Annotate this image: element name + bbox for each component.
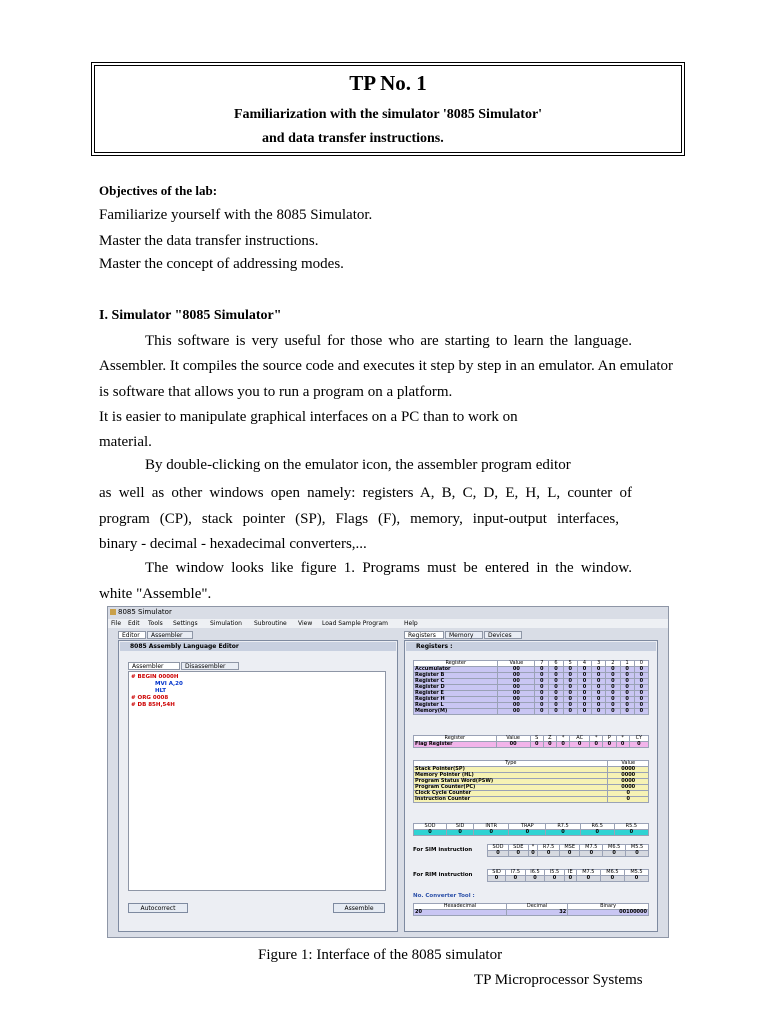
- tab-assembler-top[interactable]: Assembler: [147, 631, 193, 639]
- footer-text: TP Microprocessor Systems: [474, 972, 643, 988]
- table-cell: 0: [563, 679, 577, 685]
- table-row: [488, 876, 649, 882]
- table-header-cell: AC: [570, 736, 590, 742]
- table-header-cell: I6.5: [525, 870, 545, 876]
- table-header-cell: 4: [577, 661, 591, 667]
- table-header-cell: M6.5: [600, 870, 624, 876]
- table-header-cell: R6.5: [580, 824, 614, 830]
- table-header-cell: IE: [564, 870, 576, 876]
- table-cell: 0: [530, 742, 543, 748]
- table-cell: 0: [624, 876, 648, 882]
- table-cell: 0: [592, 679, 606, 685]
- paragraph-line: This software is very useful for those who are starting to learn the language.: [145, 333, 632, 349]
- table-cell: 0: [608, 791, 649, 797]
- table-header-cell: P: [603, 736, 616, 742]
- table-cell: 32: [506, 910, 567, 916]
- table-cell: Register D: [414, 685, 498, 691]
- table-cell: 0: [549, 709, 563, 715]
- table-cell: 0: [634, 691, 648, 697]
- table-header-cell: *: [590, 736, 603, 742]
- table-header-cell: Binary: [568, 904, 649, 910]
- table-cell: Register B: [414, 673, 498, 679]
- table-cell: 0: [592, 697, 606, 703]
- tab-assembler[interactable]: Assembler: [128, 662, 180, 670]
- table-cell: Program Status Word(PSW): [414, 779, 608, 785]
- tab-editor[interactable]: Editor: [118, 631, 146, 639]
- objective-item: Familiarize yourself with the 8085 Simulator.: [99, 207, 373, 223]
- table-row: [488, 851, 649, 857]
- table-header-cell: 7: [535, 661, 549, 667]
- paragraph-line: white "Assemble".: [99, 586, 212, 602]
- table-cell: 0: [603, 851, 626, 857]
- table-header-cell: 0: [634, 661, 648, 667]
- table-cell: 0: [616, 742, 629, 748]
- table-header-cell: SOD: [414, 824, 447, 830]
- table-cell: 0: [634, 703, 648, 709]
- table-cell: 0: [620, 673, 634, 679]
- table-header-cell: *: [528, 845, 538, 851]
- table-header-cell: Value: [498, 661, 535, 667]
- table-row: [414, 910, 649, 916]
- table-cell: 0: [543, 742, 556, 748]
- table-cell: 0: [549, 673, 563, 679]
- table-header-cell: M5.5: [624, 870, 648, 876]
- table-cell: 0: [577, 709, 591, 715]
- table-cell: 0: [606, 667, 620, 673]
- table-header-cell: M7.5: [580, 845, 603, 851]
- table-header-cell: 6: [549, 661, 563, 667]
- table-cell: 0: [563, 673, 577, 679]
- page-subtitle-line2: and data transfer instructions.: [262, 131, 444, 146]
- table-cell: 0: [535, 673, 549, 679]
- menu-bar: [108, 619, 668, 628]
- table-cell: 0: [528, 851, 538, 857]
- flag-table: [413, 735, 649, 748]
- table-cell: 0: [546, 830, 580, 836]
- table-cell: 0: [535, 685, 549, 691]
- table-header-cell: Register: [414, 736, 497, 742]
- paragraph-line: as well as other windows open namely: registers A, B, C, D, E, H, L, counter of: [99, 485, 632, 501]
- table-header-cell: *: [616, 736, 629, 742]
- table-cell: 0: [549, 667, 563, 673]
- table-cell: 00: [498, 685, 535, 691]
- table-cell: 0: [580, 830, 614, 836]
- editor-panel: [118, 640, 398, 932]
- table-cell: 0: [556, 742, 569, 748]
- table-cell: 0: [634, 697, 648, 703]
- table-cell: 0: [535, 667, 549, 673]
- figure-caption: Figure 1: Interface of the 8085 simulator: [258, 947, 503, 963]
- converter-table: [413, 903, 649, 916]
- table-cell: 0: [592, 709, 606, 715]
- table-cell: 0: [509, 830, 546, 836]
- paragraph-line: It is easier to manipulate graphical interfaces on a PC than to work on: [99, 409, 518, 425]
- table-cell: 20: [414, 910, 507, 916]
- table-cell: 0: [549, 679, 563, 685]
- assemble-button[interactable]: Assemble: [333, 903, 385, 913]
- table-cell: 0: [563, 685, 577, 691]
- table-header-cell: R7.5: [546, 824, 580, 830]
- paragraph-line: Assembler. It compiles the source code and executes it step by step in an emulator. An emulator: [99, 358, 674, 374]
- register-table: [413, 660, 649, 715]
- table-cell: 0: [620, 667, 634, 673]
- table-cell: 0: [606, 673, 620, 679]
- sim-instruction-label: For SIM instruction: [413, 847, 473, 853]
- table-cell: Accumulator: [414, 667, 498, 673]
- interrupt-table: [413, 823, 649, 836]
- table-header-cell: Hexadecimal: [414, 904, 507, 910]
- objective-item: Master the data transfer instructions.: [99, 233, 319, 249]
- table-cell: 0: [608, 797, 649, 803]
- table-cell: 0: [620, 685, 634, 691]
- table-cell: 0: [535, 691, 549, 697]
- menu-settings[interactable]: Settings: [173, 620, 198, 627]
- rim-table: [487, 869, 649, 882]
- table-header-cell: 2: [606, 661, 620, 667]
- table-cell: Flag Register: [414, 742, 497, 748]
- table-cell: 0: [634, 673, 648, 679]
- table-cell: 0: [488, 851, 509, 857]
- table-cell: 0: [592, 673, 606, 679]
- table-cell: 0: [545, 876, 565, 882]
- table-cell: 0: [577, 691, 591, 697]
- table-cell: 0: [508, 851, 528, 857]
- table-cell: Register L: [414, 703, 498, 709]
- table-cell: 0: [606, 703, 620, 709]
- table-header-cell: I5.5: [545, 870, 565, 876]
- table-cell: 0: [549, 685, 563, 691]
- table-cell: 0: [535, 679, 549, 685]
- table-header-cell: MSE: [559, 845, 579, 851]
- table-cell: 0: [447, 830, 474, 836]
- table-header-cell: Value: [608, 761, 649, 767]
- table-row: [414, 797, 649, 803]
- table-cell: 0: [606, 697, 620, 703]
- table-cell: 0: [606, 691, 620, 697]
- simulator-title-bar: [110, 608, 172, 618]
- menu-load-sample-program[interactable]: Load Sample Program: [322, 620, 389, 627]
- table-cell: 0000: [608, 779, 649, 785]
- table-cell: Register E: [414, 691, 498, 697]
- table-header-cell: SID: [488, 870, 506, 876]
- table-cell: 0: [590, 742, 603, 748]
- table-cell: 0: [592, 667, 606, 673]
- menu-subroutine[interactable]: Subroutine: [254, 620, 287, 627]
- app-icon: [110, 609, 116, 615]
- table-cell: 0: [626, 851, 649, 857]
- table-cell: 00: [498, 703, 535, 709]
- menu-view[interactable]: View: [298, 620, 313, 627]
- table-cell: Memory(M): [414, 709, 498, 715]
- menu-tools[interactable]: Tools: [148, 620, 163, 627]
- table-cell: 0: [629, 742, 648, 748]
- table-header-cell: S: [530, 736, 543, 742]
- table-cell: 0: [606, 679, 620, 685]
- table-cell: 0: [577, 667, 591, 673]
- table-cell: 0: [577, 703, 591, 709]
- objectives-heading: Objectives of the lab:: [99, 183, 218, 198]
- tab-disassembler[interactable]: Disassembler: [181, 662, 239, 670]
- table-cell: 0: [592, 703, 606, 709]
- table-header-cell: *: [556, 736, 569, 742]
- table-cell: 0: [563, 667, 577, 673]
- converter-label: No. Converter Tool :: [413, 893, 475, 899]
- table-header-cell: 1: [620, 661, 634, 667]
- autocorrect-button[interactable]: Autocorrect: [128, 903, 188, 913]
- table-cell: 0: [634, 667, 648, 673]
- type-table: [413, 760, 649, 803]
- table-cell: 0000: [608, 767, 649, 773]
- table-header-cell: M7.5: [576, 870, 600, 876]
- table-cell: 0: [614, 830, 648, 836]
- table-cell: 0: [592, 691, 606, 697]
- table-cell: 00: [498, 691, 535, 697]
- table-cell: 0: [563, 697, 577, 703]
- table-cell: 0: [576, 876, 600, 882]
- rim-instruction-label: For RIM instruction: [413, 872, 473, 878]
- table-cell: 0000: [608, 773, 649, 779]
- table-cell: 0: [634, 685, 648, 691]
- sim-table: [487, 844, 649, 857]
- code-line: # ORG 0008: [131, 695, 169, 701]
- table-cell: 0: [606, 685, 620, 691]
- table-cell: 0: [563, 691, 577, 697]
- table-cell: 0: [506, 876, 526, 882]
- table-cell: 0: [525, 876, 545, 882]
- table-cell: 00: [496, 742, 530, 748]
- paragraph-line: is software that allows you to run a program on a platform.: [99, 384, 453, 400]
- table-cell: 0: [620, 697, 634, 703]
- table-cell: 0: [577, 679, 591, 685]
- code-editor[interactable]: [128, 671, 386, 891]
- table-header-cell: R5.5: [614, 824, 648, 830]
- table-header-cell: TRAP: [509, 824, 546, 830]
- table-header-cell: R7.5: [538, 845, 560, 851]
- table-header-cell: M5.5: [626, 845, 649, 851]
- title-box: [91, 62, 685, 156]
- code-line: HLT: [155, 688, 166, 694]
- table-header-row: [414, 904, 649, 910]
- table-header-cell: Register: [414, 661, 498, 667]
- table-cell: 0: [577, 697, 591, 703]
- registers-panel: [404, 640, 658, 932]
- table-cell: 00: [498, 673, 535, 679]
- table-header-cell: Value: [496, 736, 530, 742]
- table-cell: Clock Cycle Counter: [414, 791, 608, 797]
- code-line: # BEGIN 0000H: [131, 674, 179, 680]
- table-cell: 0: [603, 742, 616, 748]
- section-heading: I. Simulator "8085 Simulator": [99, 308, 282, 323]
- table-cell: 0: [535, 703, 549, 709]
- table-cell: Memory Pointer (HL): [414, 773, 608, 779]
- paragraph-line: material.: [99, 434, 152, 450]
- table-cell: Stack Pointer(SP): [414, 767, 608, 773]
- table-cell: 0: [577, 685, 591, 691]
- menu-simulation[interactable]: Simulation: [210, 620, 242, 627]
- table-cell: 0000: [608, 785, 649, 791]
- table-header-cell: Z: [543, 736, 556, 742]
- paragraph-line: binary - decimal - hexadecimal converters,...: [99, 536, 367, 552]
- table-cell: 00: [498, 709, 535, 715]
- table-cell: 0: [634, 679, 648, 685]
- table-header-cell: SID: [447, 824, 474, 830]
- tab-memory[interactable]: Memory: [445, 631, 483, 639]
- table-header-cell: 5: [563, 661, 577, 667]
- objective-item: Master the concept of addressing modes.: [99, 256, 344, 272]
- tab-devices[interactable]: Devices: [484, 631, 522, 639]
- table-cell: 0: [580, 851, 603, 857]
- table-cell: 0: [634, 709, 648, 715]
- table-cell: 0: [620, 709, 634, 715]
- table-header-cell: Decimal: [506, 904, 567, 910]
- code-line: # DB 85H,54H: [131, 702, 175, 708]
- table-cell: 0: [535, 709, 549, 715]
- table-row: [414, 709, 649, 715]
- paragraph-line: program (CP), stack pointer (SP), Flags (F), memory, input-output interfaces,: [99, 511, 619, 527]
- table-header-cell: I7.5: [506, 870, 526, 876]
- table-cell: 0: [474, 830, 509, 836]
- table-cell: 00: [498, 667, 535, 673]
- paragraph-line: The window looks like figure 1. Programs must be entered in the window.: [145, 560, 632, 576]
- table-cell: 0: [549, 691, 563, 697]
- table-cell: 0: [564, 876, 576, 882]
- table-cell: Register H: [414, 697, 498, 703]
- page-title: TP No. 1: [349, 71, 427, 95]
- table-cell: 0: [559, 851, 579, 857]
- table-cell: 0: [488, 876, 506, 882]
- table-cell: 0: [592, 685, 606, 691]
- menu-file[interactable]: File: [111, 620, 122, 627]
- table-cell: 0: [606, 709, 620, 715]
- editor-panel-title: 8085 Assembly Language Editor: [120, 642, 396, 651]
- registers-panel-title: Registers :: [406, 642, 656, 651]
- table-row: [414, 830, 649, 836]
- table-cell: 0: [570, 742, 590, 748]
- table-cell: 0: [563, 709, 577, 715]
- menu-edit[interactable]: Edit: [128, 620, 140, 627]
- table-header-cell: SOD: [488, 845, 509, 851]
- table-header-cell: Type: [414, 761, 608, 767]
- code-line: MVI A,20: [155, 681, 183, 687]
- table-cell: 0: [538, 851, 560, 857]
- simulator-window-title: 8085 Simulator: [118, 608, 172, 616]
- table-cell: 0: [563, 703, 577, 709]
- table-cell: Register C: [414, 679, 498, 685]
- page-subtitle-line1: Familiarization with the simulator '8085 Simulator': [233, 107, 543, 122]
- table-cell: 00: [498, 697, 535, 703]
- table-header-cell: M6.5: [603, 845, 626, 851]
- table-cell: 0: [577, 673, 591, 679]
- menu-help[interactable]: Help: [404, 620, 418, 627]
- table-cell: 00: [498, 679, 535, 685]
- table-cell: Program Counter(PC): [414, 785, 608, 791]
- table-header-cell: INTR: [474, 824, 509, 830]
- table-cell: 0: [549, 697, 563, 703]
- paragraph-line: By double-clicking on the emulator icon, the assembler program editor: [145, 457, 571, 473]
- table-row: [414, 742, 649, 748]
- table-header-cell: SDE: [508, 845, 528, 851]
- tab-registers[interactable]: Registers: [404, 631, 444, 639]
- table-header-cell: CY: [629, 736, 648, 742]
- table-cell: 0: [549, 703, 563, 709]
- table-cell: 0: [620, 679, 634, 685]
- table-cell: 0: [535, 697, 549, 703]
- table-cell: 0: [620, 703, 634, 709]
- simulator-screenshot: [107, 606, 669, 938]
- table-header-cell: 3: [592, 661, 606, 667]
- table-cell: 0: [414, 830, 447, 836]
- table-cell: 0: [600, 876, 624, 882]
- table-cell: 0: [620, 691, 634, 697]
- table-cell: 00100000: [568, 910, 649, 916]
- table-cell: Instruction Counter: [414, 797, 608, 803]
